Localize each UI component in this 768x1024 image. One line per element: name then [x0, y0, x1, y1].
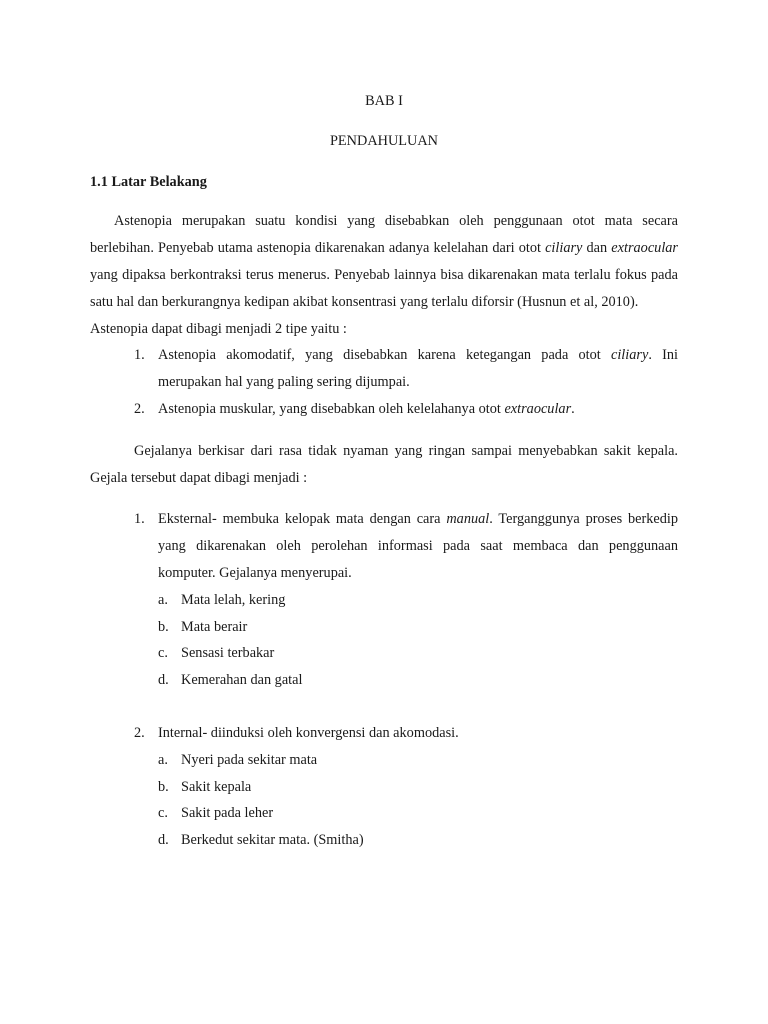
type-text: Astenopia akomodatif, yang disebabkan karena ketegangan pada otot — [158, 347, 611, 364]
symptom-group — [90, 720, 678, 854]
external-symptoms-list — [158, 587, 678, 694]
list-item-text: Sakit pada leher — [181, 805, 274, 822]
list-letter: d. — [158, 832, 169, 849]
chapter-number: BAB I — [365, 93, 403, 109]
list-item-text: Berkedut sekitar mata. (Smitha) — [181, 832, 364, 849]
type-text: Astenopia muskular, yang disebabkan oleh kelelahanya otot — [158, 400, 505, 417]
list-item-text: Sakit kepala — [181, 778, 252, 795]
list-letter: a. — [158, 591, 168, 608]
list-letter: b. — [158, 778, 169, 795]
list-letter: c. — [158, 645, 168, 662]
group-text-after: . Terganggunya proses berkedip yang dikarenakan oleh perolehan informasi pada saat membaca dan penggunaan komputer. Gejalanya menyerupai. — [158, 511, 678, 581]
type-text-after: . — [571, 400, 575, 417]
list-item — [158, 640, 678, 667]
types-lead: Astenopia dapat dibagi menjadi 2 tipe yaitu : — [90, 320, 347, 337]
list-letter: a. — [158, 751, 168, 768]
list-item — [158, 587, 678, 614]
symptoms-lead: Gejalanya berkisar dari rasa tidak nyaman yang ringan sampai menyebabkan sakit kepala. Gejala tersebut dapat dibagi menjadi : — [90, 442, 678, 486]
symptom-group — [90, 506, 678, 694]
list-item-text: Sensasi terbakar — [181, 645, 275, 662]
list-item — [158, 667, 678, 694]
document-page — [90, 88, 678, 854]
internal-symptoms-list — [158, 747, 678, 854]
group-term: manual — [446, 511, 490, 528]
list-item-text: Kemerahan dan gatal — [181, 672, 303, 689]
term-ciliary: ciliary — [545, 240, 583, 257]
type-text-after: . Ini merupakan hal yang paling sering dijumpai. — [158, 347, 678, 391]
list-item-text: Mata berair — [181, 618, 248, 635]
list-item — [90, 396, 678, 423]
group-text: Eksternal- membuka kelopak mata dengan cara — [158, 511, 447, 528]
list-item — [158, 800, 678, 827]
intro-text-3: yang dipaksa berkontraksi terus menerus. Penyebab lainnya bisa dikarenakan mata terlalu fokus pada satu hal dan berkurangnya kedipan akibat konsentrasi yang terlalu diforsir (Husnun et al, 2010). — [90, 266, 678, 310]
list-letter: b. — [158, 618, 169, 635]
group-text: Internal- diinduksi oleh konvergensi dan akomodasi. — [158, 724, 459, 741]
section-heading: 1.1 Latar Belakang — [90, 173, 207, 190]
list-item-text: Nyeri pada sekitar mata — [181, 751, 318, 768]
type-term: extraocular — [504, 400, 572, 417]
list-letter: c. — [158, 805, 168, 822]
symptoms-paragraph — [90, 438, 678, 492]
symptom-groups-list — [90, 506, 678, 854]
list-letter: d. — [158, 672, 169, 689]
term-extraocular: extraocular — [611, 240, 678, 257]
list-item — [158, 774, 678, 801]
intro-text-2: dan — [582, 240, 612, 257]
intro-text-1: Astenopia merupakan suatu kondisi yang disebabkan oleh penggunaan otot mata secara berlebihan. Penyebab utama astenopia dikarenakan adanya kelelahan dari otot — [90, 213, 678, 257]
list-item — [158, 614, 678, 641]
list-number: 2. — [134, 400, 145, 417]
list-item — [90, 342, 678, 396]
list-number: 2. — [134, 724, 145, 741]
intro-paragraph — [90, 208, 678, 315]
types-list — [90, 342, 678, 422]
type-term: ciliary — [610, 347, 649, 364]
list-number: 1. — [134, 511, 145, 528]
list-item — [158, 747, 678, 774]
chapter-title: PENDAHULUAN — [329, 132, 438, 149]
list-item — [158, 827, 678, 854]
list-number: 1. — [134, 347, 145, 364]
list-item-text: Mata lelah, kering — [181, 591, 286, 608]
